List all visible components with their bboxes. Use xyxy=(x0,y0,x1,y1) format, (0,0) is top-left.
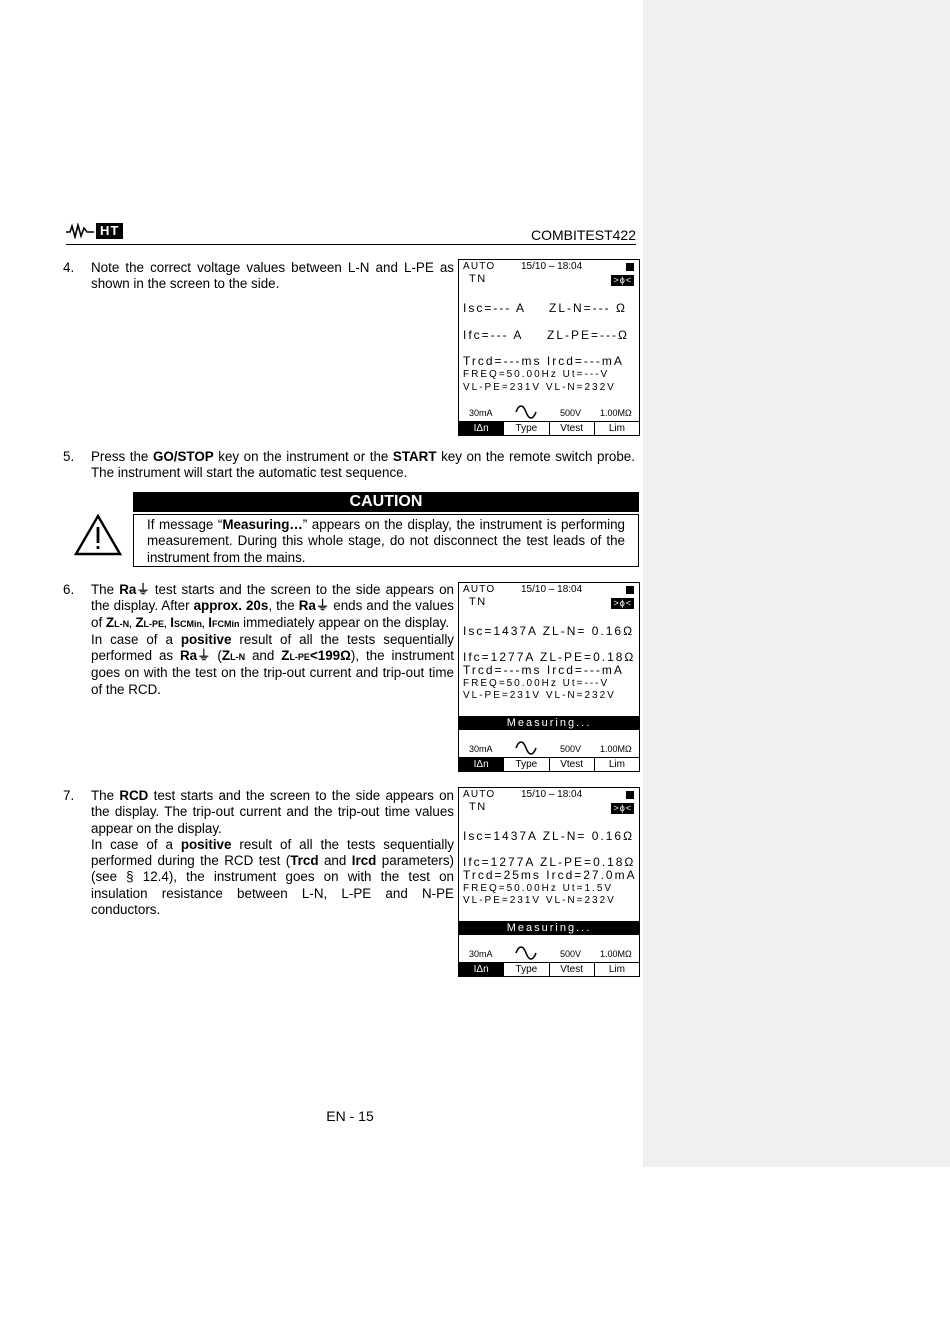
measuring-banner: Measuring... xyxy=(459,716,639,730)
earth-icon: ⏚ xyxy=(197,648,211,664)
isc-value: Isc=--- A xyxy=(463,301,527,315)
softkey-bar xyxy=(459,757,639,771)
step-text: Note the correct voltage values between L-N and L-PE as shown in the screen to the side. xyxy=(91,260,454,292)
measuring-banner: Measuring... xyxy=(459,921,639,935)
softkey-bar xyxy=(459,421,639,435)
freq-value: FREQ=50.00Hz Ut=---V xyxy=(463,678,610,689)
softkey-idn[interactable]: IΔn xyxy=(459,758,503,771)
step-number: 7. xyxy=(63,788,75,803)
earth-icon: ⏚ xyxy=(136,582,150,597)
vtest-value: 500V xyxy=(560,744,582,754)
param-values xyxy=(459,949,639,963)
trcd-value: Trcd=---ms Ircd=---mA xyxy=(463,354,624,368)
lcd-screen-1 xyxy=(458,259,640,436)
voltage-value: VL-PE=231V VL-N=232V xyxy=(463,382,616,393)
param-values xyxy=(459,408,639,422)
system-label: TN xyxy=(469,596,487,608)
softkey-idn[interactable]: IΔn xyxy=(459,963,503,976)
sine-wave-icon xyxy=(515,741,537,755)
softkey-vtest[interactable]: Vtest xyxy=(549,963,594,976)
vtest-value: 500V xyxy=(560,408,582,418)
system-label: TN xyxy=(469,273,487,285)
step-number: 4. xyxy=(63,260,75,275)
ifc-zlpe-value: Ifc=1277A ZL-PE=0.18Ω xyxy=(463,650,636,664)
idn-value: 30mA xyxy=(469,408,493,418)
step-text: The RCD test starts and the screen to the side appears on the display. The trip-out current and the trip-out time values appear on the display. In case of a positive result of all the tests sequentially performed during the RCD test (Trcd and Ircd parameters) (see § 12.4), the instrument goes on with the test on insulation resistance between L-N, L-PE and N-PE conductors. xyxy=(91,788,455,918)
datetime: 15/10 – 18:04 xyxy=(521,789,583,800)
zlpe-value: ZL-PE=---Ω xyxy=(547,328,629,342)
freq-value: FREQ=50.00Hz Ut=1.5V xyxy=(463,883,614,894)
page-number: EN - 15 xyxy=(326,1108,374,1124)
softkey-vtest[interactable]: Vtest xyxy=(549,422,594,435)
ht-logo xyxy=(66,222,123,240)
mode-label: AUTO xyxy=(463,789,496,800)
logo-text: HT xyxy=(96,223,123,239)
voltage-value: VL-PE=231V VL-N=232V xyxy=(463,895,616,906)
softkey-lim[interactable]: Lim xyxy=(594,963,639,976)
wave-logo-icon xyxy=(66,223,94,239)
idn-value: 30mA xyxy=(469,949,493,959)
zln-value: ZL-N=--- Ω xyxy=(549,301,627,315)
datetime: 15/10 – 18:04 xyxy=(521,261,583,272)
ifc-value: Ifc=--- A xyxy=(463,328,524,342)
datetime: 15/10 – 18:04 xyxy=(521,584,583,595)
warning-triangle-icon xyxy=(74,514,122,556)
lcd-screen-3 xyxy=(458,787,640,977)
caution-box xyxy=(133,514,639,567)
idn-value: 30mA xyxy=(469,744,493,754)
ifc-zlpe-value: Ifc=1277A ZL-PE=0.18Ω xyxy=(463,855,636,869)
softkey-lim[interactable]: Lim xyxy=(594,422,639,435)
softkey-type[interactable]: Type xyxy=(503,963,548,976)
step-number: 5. xyxy=(63,449,75,464)
caution-text: If message “Measuring…” appears on the display, the instrument is performing measurement. During this whole stage, do not disconnect the test leads of the instrument from the mains. xyxy=(147,517,625,565)
lim-value: 1.00MΩ xyxy=(600,949,632,959)
system-label: TN xyxy=(469,801,487,813)
softkey-lim[interactable]: Lim xyxy=(594,758,639,771)
softkey-idn[interactable]: IΔn xyxy=(459,422,503,435)
freq-value: FREQ=50.00Hz Ut=---V xyxy=(463,369,610,380)
mode-label: AUTO xyxy=(463,261,496,272)
phase-indicator: >ϕ< xyxy=(613,275,632,285)
trcd-value: Trcd=25ms Ircd=27.0mA xyxy=(463,868,637,882)
comment-sidebar xyxy=(643,0,950,1167)
mode-label: AUTO xyxy=(463,584,496,595)
sine-wave-icon xyxy=(515,946,537,960)
battery-icon xyxy=(626,263,634,271)
softkey-bar xyxy=(459,962,639,976)
lim-value: 1.00MΩ xyxy=(600,744,632,754)
softkey-type[interactable]: Type xyxy=(503,422,548,435)
battery-icon xyxy=(626,586,634,594)
step-number: 6. xyxy=(63,582,75,597)
lcd-screen-2 xyxy=(458,582,640,772)
phase-indicator: >ϕ< xyxy=(613,803,632,813)
battery-icon xyxy=(626,791,634,799)
caution-title: CAUTION xyxy=(133,492,639,512)
vtest-value: 500V xyxy=(560,949,582,959)
trcd-value: Trcd=---ms Ircd=---mA xyxy=(463,663,624,677)
sine-wave-icon xyxy=(515,405,537,419)
voltage-value: VL-PE=231V VL-N=232V xyxy=(463,690,616,701)
earth-icon: ⏚ xyxy=(315,598,330,614)
page-header xyxy=(66,222,636,245)
softkey-type[interactable]: Type xyxy=(503,758,548,771)
model-name: COMBITEST422 xyxy=(530,227,636,243)
softkey-vtest[interactable]: Vtest xyxy=(549,758,594,771)
step-text: Press the GO/STOP key on the instrument or the START key on the remote switch probe. The instrument will start the automatic test sequence. xyxy=(91,449,635,481)
isc-zln-value: Isc=1437A ZL-N= 0.16Ω xyxy=(463,829,635,843)
param-values xyxy=(459,744,639,758)
lim-value: 1.00MΩ xyxy=(600,408,632,418)
phase-indicator: >ϕ< xyxy=(613,598,632,608)
step-text: The Ra⏚ test starts and the screen to the side appears on the display. After approx. 20s, the Ra⏚ ends and the values of ZL-N, ZL-PE, ISCMin, IFCMin immediately appear on the display. In case of a positive result of all the tests sequentially performed as Ra⏚ (ZL-N and ZL-PE<199Ω), the instrument goes on with the test on the trip-out current and trip-out time of the RCD. xyxy=(91,582,455,697)
isc-zln-value: Isc=1437A ZL-N= 0.16Ω xyxy=(463,624,635,638)
